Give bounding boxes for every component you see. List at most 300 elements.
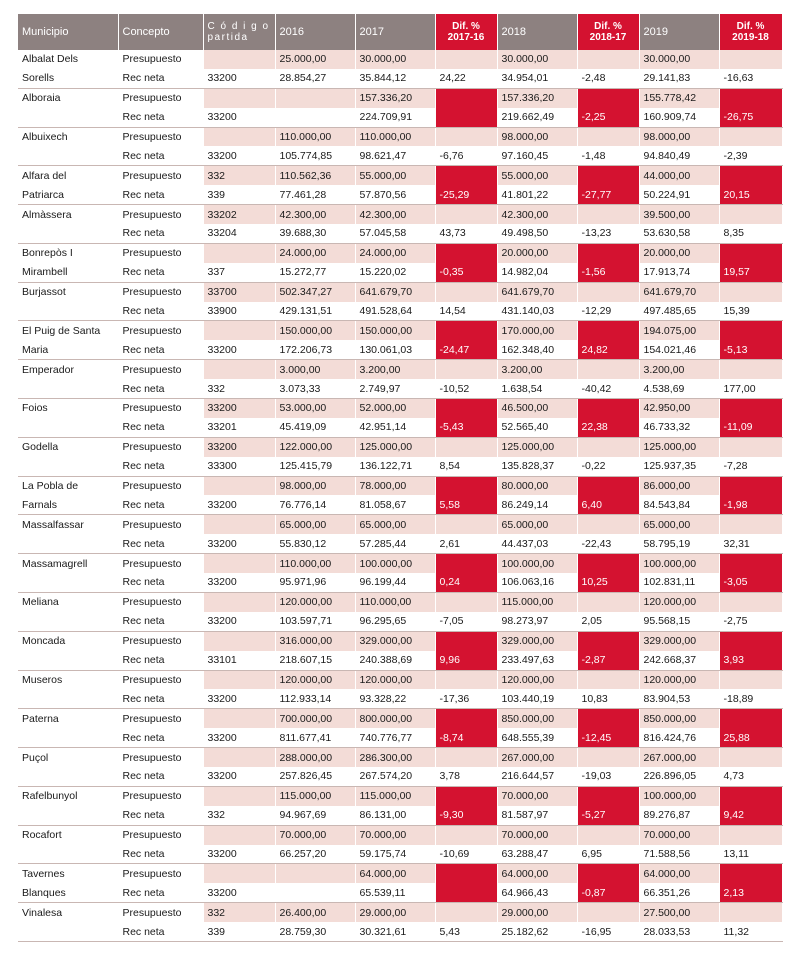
concepto-cell: Presupuesto [118,786,203,805]
value-2019-cell: 44.000,00 [639,166,719,185]
value-2017-cell: 240.388,69 [355,651,435,670]
municipio-cell: Bonrepòs I [18,243,118,262]
dif-2018-17-cell [577,709,639,728]
concepto-cell: Presupuesto [118,205,203,224]
dif-2017-16-cell: 0,24 [435,573,497,592]
codigo-cell: 33200 [203,69,275,88]
budget-table [18,14,783,942]
value-2018-cell: 100.000,00 [497,554,577,573]
dif-2019-18-cell: -11,09 [719,418,782,437]
value-2017-cell: 42.300,00 [355,205,435,224]
dif-2018-17-cell: -2,48 [577,69,639,88]
concepto-cell: Rec neta [118,845,203,864]
dif-2019-18-cell: -7,28 [719,457,782,476]
header-concepto: Concepto [118,14,203,50]
municipio-cell: Massamagrell [18,554,118,573]
municipio-cell: Mirambell [18,263,118,282]
dif-2017-16-cell: 8,54 [435,457,497,476]
codigo-cell [203,786,275,805]
dif-2019-18-cell: -26,75 [719,108,782,127]
dif-2019-18-cell [719,127,782,146]
value-2017-cell: 130.061,03 [355,340,435,359]
table-row [18,922,782,941]
dif-2017-16-cell: 5,43 [435,922,497,941]
dif-2019-18-cell: -1,98 [719,495,782,514]
dif-2017-16-cell: 24,22 [435,69,497,88]
header-2018: 2018 [497,14,577,50]
value-2016-cell: 3.000,00 [275,360,355,379]
concepto-cell: Presupuesto [118,166,203,185]
dif-2019-18-cell [719,864,782,883]
value-2019-cell: 194.075,00 [639,321,719,340]
value-2018-cell: 233.497,63 [497,651,577,670]
municipio-cell: Alfara del [18,166,118,185]
dif-2019-18-cell: 32,31 [719,534,782,553]
dif-2017-16-cell [435,50,497,69]
dif-2017-16-cell [435,709,497,728]
codigo-cell: 33101 [203,651,275,670]
value-2016-cell: 429.131,51 [275,302,355,321]
concepto-cell: Presupuesto [118,709,203,728]
value-2019-cell: 98.000,00 [639,127,719,146]
dif-2019-18-cell [719,282,782,301]
value-2017-cell: 57.045,58 [355,224,435,243]
value-2017-cell: 57.870,56 [355,185,435,204]
dif-2017-16-cell [435,883,497,902]
dif-2019-18-cell: 9,42 [719,806,782,825]
codigo-cell [203,50,275,69]
value-2016-cell: 700.000,00 [275,709,355,728]
dif-2017-16-cell [435,360,497,379]
table-row [18,476,782,495]
dif-2018-17-cell: 10,83 [577,689,639,708]
dif-2019-18-cell: -2,75 [719,612,782,631]
value-2017-cell: 224.709,91 [355,108,435,127]
dif-2017-16-cell: -9,30 [435,806,497,825]
dif-2018-17-cell [577,748,639,767]
concepto-cell: Rec neta [118,418,203,437]
value-2019-cell: 20.000,00 [639,243,719,262]
concepto-cell: Rec neta [118,495,203,514]
concepto-cell: Presupuesto [118,282,203,301]
value-2016-cell: 39.688,30 [275,224,355,243]
value-2016-cell: 502.347,27 [275,282,355,301]
budget-table-container [18,14,782,942]
value-2018-cell: 216.644,57 [497,767,577,786]
value-2017-cell: 136.122,71 [355,457,435,476]
table-row [18,864,782,883]
value-2018-cell: 63.288,47 [497,845,577,864]
concepto-cell: Rec neta [118,108,203,127]
codigo-cell [203,825,275,844]
value-2019-cell: 102.831,11 [639,573,719,592]
codigo-cell: 339 [203,922,275,941]
dif-2017-16-cell [435,399,497,418]
value-2016-cell: 120.000,00 [275,592,355,611]
municipio-cell: Meliana [18,592,118,611]
value-2018-cell: 70.000,00 [497,825,577,844]
value-2016-cell: 110.562,36 [275,166,355,185]
value-2017-cell: 96.199,44 [355,573,435,592]
codigo-cell: 33202 [203,205,275,224]
table-row [18,108,782,127]
header-dif-2018-17: Dif. % 2018-17 [577,14,639,50]
codigo-cell [203,554,275,573]
concepto-cell: Presupuesto [118,127,203,146]
value-2016-cell [275,883,355,902]
value-2019-cell: 125.937,35 [639,457,719,476]
value-2019-cell: 94.840,49 [639,146,719,165]
value-2017-cell: 110.000,00 [355,592,435,611]
municipio-cell [18,224,118,243]
value-2018-cell: 70.000,00 [497,786,577,805]
value-2017-cell: 641.679,70 [355,282,435,301]
dif-2017-16-cell: 2,61 [435,534,497,553]
value-2019-cell: 58.795,19 [639,534,719,553]
table-row [18,883,782,902]
value-2016-cell: 120.000,00 [275,670,355,689]
value-2017-cell: 100.000,00 [355,554,435,573]
header-2017: 2017 [355,14,435,50]
value-2017-cell: 96.295,65 [355,612,435,631]
table-row [18,321,782,340]
value-2019-cell: 641.679,70 [639,282,719,301]
table-row [18,786,782,805]
dif-2018-17-cell [577,592,639,611]
codigo-cell: 33200 [203,495,275,514]
value-2019-cell: 160.909,74 [639,108,719,127]
municipio-cell [18,534,118,553]
concepto-cell: Rec neta [118,612,203,631]
dif-2017-16-cell [435,631,497,650]
table-row [18,185,782,204]
codigo-cell: 33200 [203,146,275,165]
value-2017-cell: 157.336,20 [355,88,435,107]
concepto-cell: Presupuesto [118,515,203,534]
municipio-cell [18,922,118,941]
dif-2019-18-cell [719,670,782,689]
value-2016-cell: 28.854,27 [275,69,355,88]
value-2018-cell: 64.966,43 [497,883,577,902]
value-2017-cell: 800.000,00 [355,709,435,728]
codigo-cell [203,243,275,262]
value-2016-cell: 125.415,79 [275,457,355,476]
dif-2019-18-cell [719,903,782,922]
codigo-cell: 33900 [203,302,275,321]
concepto-cell: Rec neta [118,379,203,398]
value-2017-cell: 52.000,00 [355,399,435,418]
value-2016-cell: 316.000,00 [275,631,355,650]
value-2016-cell: 66.257,20 [275,845,355,864]
dif-2017-16-cell: -5,43 [435,418,497,437]
value-2017-cell: 55.000,00 [355,166,435,185]
value-2016-cell: 122.000,00 [275,437,355,456]
codigo-cell: 33200 [203,573,275,592]
dif-2018-17-cell: -12,45 [577,728,639,747]
concepto-cell: Rec neta [118,263,203,282]
value-2016-cell: 55.830,12 [275,534,355,553]
codigo-cell [203,88,275,107]
municipio-cell [18,457,118,476]
codigo-cell: 339 [203,185,275,204]
value-2019-cell: 42.950,00 [639,399,719,418]
header-municipio: Municipio [18,14,118,50]
value-2019-cell: 155.778,42 [639,88,719,107]
codigo-cell: 332 [203,903,275,922]
value-2017-cell: 329.000,00 [355,631,435,650]
value-2016-cell: 24.000,00 [275,243,355,262]
table-row [18,418,782,437]
value-2019-cell: 100.000,00 [639,554,719,573]
dif-2018-17-cell: -1,48 [577,146,639,165]
value-2017-cell: 286.300,00 [355,748,435,767]
codigo-cell [203,515,275,534]
dif-2019-18-cell: -3,05 [719,573,782,592]
dif-2017-16-cell: -7,05 [435,612,497,631]
dif-2018-17-cell: -5,27 [577,806,639,825]
value-2019-cell: 89.276,87 [639,806,719,825]
table-row [18,263,782,282]
value-2017-cell: 115.000,00 [355,786,435,805]
value-2017-cell: 110.000,00 [355,127,435,146]
concepto-cell: Rec neta [118,224,203,243]
value-2018-cell: 162.348,40 [497,340,577,359]
value-2019-cell: 53.630,58 [639,224,719,243]
dif-2017-16-cell: 14,54 [435,302,497,321]
value-2018-cell: 641.679,70 [497,282,577,301]
concepto-cell: Presupuesto [118,864,203,883]
codigo-cell: 33200 [203,108,275,127]
value-2016-cell: 103.597,71 [275,612,355,631]
value-2019-cell: 4.538,69 [639,379,719,398]
codigo-cell: 33200 [203,767,275,786]
header-2019: 2019 [639,14,719,50]
dif-2018-17-cell: -1,56 [577,263,639,282]
value-2019-cell: 39.500,00 [639,205,719,224]
table-row [18,205,782,224]
dif-2019-18-cell: 177,00 [719,379,782,398]
dif-2018-17-cell [577,321,639,340]
value-2018-cell: 52.565,40 [497,418,577,437]
table-row [18,515,782,534]
codigo-cell: 33200 [203,340,275,359]
municipio-cell [18,651,118,670]
value-2018-cell: 34.954,01 [497,69,577,88]
value-2017-cell: 93.328,22 [355,689,435,708]
dif-2018-17-cell: -19,03 [577,767,639,786]
municipio-cell [18,108,118,127]
concepto-cell: Rec neta [118,573,203,592]
table-row [18,495,782,514]
codigo-cell [203,748,275,767]
codigo-cell: 332 [203,166,275,185]
value-2016-cell: 115.000,00 [275,786,355,805]
value-2018-cell: 106.063,16 [497,573,577,592]
table-row [18,166,782,185]
concepto-cell: Rec neta [118,806,203,825]
dif-2018-17-cell: 6,95 [577,845,639,864]
value-2018-cell: 86.249,14 [497,495,577,514]
municipio-cell: Blanques [18,883,118,902]
value-2018-cell: 170.000,00 [497,321,577,340]
value-2018-cell: 103.440,19 [497,689,577,708]
dif-2019-18-cell: 19,57 [719,263,782,282]
dif-2018-17-cell [577,50,639,69]
value-2019-cell: 86.000,00 [639,476,719,495]
value-2016-cell: 257.826,45 [275,767,355,786]
dif-2018-17-cell [577,864,639,883]
dif-2017-16-cell [435,282,497,301]
value-2017-cell: 81.058,67 [355,495,435,514]
concepto-cell: Rec neta [118,146,203,165]
header-codigo: C ó d i g o partida [203,14,275,50]
dif-2017-16-cell: -25,29 [435,185,497,204]
value-2019-cell: 66.351,26 [639,883,719,902]
value-2018-cell: 125.000,00 [497,437,577,456]
dif-2019-18-cell [719,786,782,805]
value-2017-cell: 125.000,00 [355,437,435,456]
dif-2019-18-cell: 15,39 [719,302,782,321]
municipio-cell: Albalat Dels [18,50,118,69]
value-2019-cell: 50.224,91 [639,185,719,204]
municipio-cell: Massalfassar [18,515,118,534]
dif-2018-17-cell: -13,23 [577,224,639,243]
dif-2018-17-cell [577,670,639,689]
dif-2017-16-cell [435,786,497,805]
concepto-cell: Presupuesto [118,631,203,650]
value-2019-cell: 3.200,00 [639,360,719,379]
municipio-cell [18,573,118,592]
value-2019-cell: 120.000,00 [639,670,719,689]
value-2016-cell: 105.774,85 [275,146,355,165]
value-2019-cell: 497.485,65 [639,302,719,321]
table-row [18,282,782,301]
municipio-cell: Godella [18,437,118,456]
dif-2017-16-cell: 5,58 [435,495,497,514]
value-2017-cell: 2.749,97 [355,379,435,398]
municipio-cell: Puçol [18,748,118,767]
municipio-cell: Albuixech [18,127,118,146]
dif-2019-18-cell [719,205,782,224]
dif-2019-18-cell [719,360,782,379]
municipio-cell: Burjassot [18,282,118,301]
table-row [18,689,782,708]
dif-2017-16-cell: -17,36 [435,689,497,708]
concepto-cell: Rec neta [118,457,203,476]
dif-2018-17-cell [577,631,639,650]
value-2019-cell: 84.543,84 [639,495,719,514]
municipio-cell [18,612,118,631]
dif-2017-16-cell [435,437,497,456]
dif-2017-16-cell [435,243,497,262]
value-2018-cell: 30.000,00 [497,50,577,69]
dif-2019-18-cell: -16,63 [719,69,782,88]
dif-2017-16-cell [435,748,497,767]
dif-2018-17-cell [577,786,639,805]
dif-2018-17-cell: 6,40 [577,495,639,514]
table-row [18,146,782,165]
municipio-cell: Vinalesa [18,903,118,922]
value-2017-cell: 491.528,64 [355,302,435,321]
dif-2018-17-cell: -27,77 [577,185,639,204]
dif-2018-17-cell [577,437,639,456]
value-2019-cell: 70.000,00 [639,825,719,844]
value-2018-cell: 135.828,37 [497,457,577,476]
value-2018-cell: 329.000,00 [497,631,577,650]
dif-2018-17-cell [577,205,639,224]
dif-2019-18-cell: -2,39 [719,146,782,165]
dif-2019-18-cell: 2,13 [719,883,782,902]
value-2016-cell: 3.073,33 [275,379,355,398]
table-row [18,88,782,107]
municipio-cell [18,689,118,708]
value-2016-cell: 95.971,96 [275,573,355,592]
value-2018-cell: 29.000,00 [497,903,577,922]
concepto-cell: Presupuesto [118,825,203,844]
concepto-cell: Presupuesto [118,243,203,262]
value-2016-cell: 42.300,00 [275,205,355,224]
value-2016-cell: 26.400,00 [275,903,355,922]
dif-2019-18-cell [719,88,782,107]
dif-2019-18-cell [719,825,782,844]
dif-2018-17-cell [577,360,639,379]
dif-2019-18-cell [719,631,782,650]
dif-2018-17-cell [577,282,639,301]
value-2019-cell: 64.000,00 [639,864,719,883]
dif-2017-16-cell [435,864,497,883]
value-2018-cell: 80.000,00 [497,476,577,495]
concepto-cell: Presupuesto [118,360,203,379]
value-2016-cell: 15.272,77 [275,263,355,282]
dif-2019-18-cell [719,709,782,728]
dif-2017-16-cell [435,127,497,146]
dif-2018-17-cell: -0,87 [577,883,639,902]
dif-2017-16-cell [435,592,497,611]
value-2018-cell: 44.437,03 [497,534,577,553]
value-2016-cell: 25.000,00 [275,50,355,69]
municipio-cell [18,845,118,864]
dif-2017-16-cell [435,554,497,573]
value-2017-cell: 42.951,14 [355,418,435,437]
dif-2017-16-cell [435,476,497,495]
value-2018-cell: 65.000,00 [497,515,577,534]
dif-2019-18-cell [719,748,782,767]
municipio-cell: Rocafort [18,825,118,844]
table-row [18,50,782,69]
dif-2017-16-cell: -8,74 [435,728,497,747]
dif-2018-17-cell [577,127,639,146]
table-row [18,360,782,379]
codigo-cell: 33200 [203,883,275,902]
codigo-cell [203,709,275,728]
dif-2017-16-cell [435,108,497,127]
header-2016: 2016 [275,14,355,50]
value-2016-cell: 65.000,00 [275,515,355,534]
codigo-cell [203,127,275,146]
table-row [18,845,782,864]
table-row [18,825,782,844]
municipio-cell [18,418,118,437]
value-2017-cell: 57.285,44 [355,534,435,553]
value-2018-cell: 55.000,00 [497,166,577,185]
value-2018-cell: 97.160,45 [497,146,577,165]
municipio-cell [18,767,118,786]
value-2018-cell: 98.000,00 [497,127,577,146]
table-row [18,651,782,670]
value-2019-cell: 83.904,53 [639,689,719,708]
dif-2017-16-cell [435,166,497,185]
dif-2019-18-cell [719,399,782,418]
